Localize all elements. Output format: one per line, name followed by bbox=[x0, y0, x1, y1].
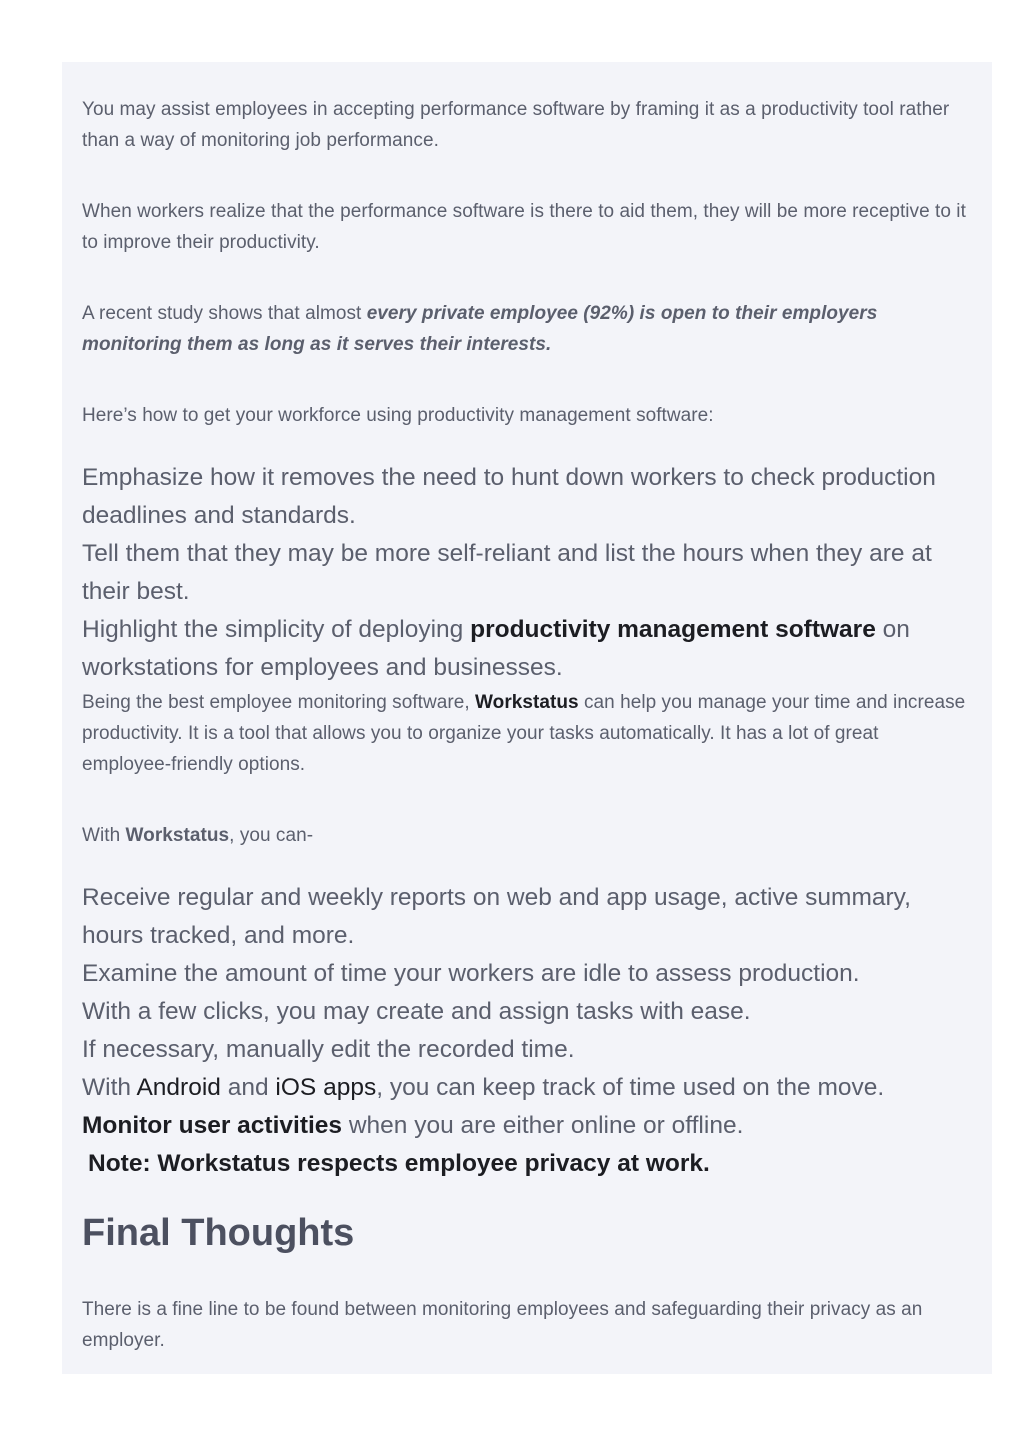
workstatus-link[interactable]: Workstatus bbox=[475, 692, 579, 713]
features-list bbox=[82, 879, 972, 1183]
list-item-suffix: on workstations for employees and businesses. bbox=[82, 616, 910, 681]
list-item: Examine the amount of time your workers are idle to assess production. bbox=[82, 960, 860, 987]
productivity-software-link[interactable]: productivity management software bbox=[470, 616, 876, 643]
list-item: With a few clicks, you may create and assign tasks with ease. bbox=[82, 998, 751, 1025]
paragraph-receptive: When workers realize that the performance software is there to aid them, they will be more receptive to it to improve their productivity. bbox=[82, 201, 966, 253]
paragraph-how-to: Here’s how to get your workforce using productivity management software: bbox=[82, 405, 714, 426]
ios-apps-link[interactable]: iOS apps bbox=[275, 1074, 377, 1101]
list-item: If necessary, manually edit the recorded time. bbox=[82, 1036, 575, 1063]
list-item-and: and bbox=[220, 1074, 276, 1101]
workstatus-suffix: can help you manage your time and increase productivity. It is a tool that allows you to organize your tasks automatically. It has a lot of great employee-friendly options. bbox=[82, 692, 966, 775]
list-item bbox=[82, 611, 972, 687]
android-link[interactable]: Android bbox=[136, 1074, 221, 1101]
list-item-prefix: With bbox=[82, 1074, 137, 1101]
list-item: Emphasize how it removes the need to hunt down workers to check production deadlines and standards. bbox=[82, 464, 936, 529]
study-prefix: A recent study shows that almost bbox=[82, 303, 367, 324]
paragraph-workstatus-intro bbox=[82, 687, 972, 780]
list-item-prefix: Highlight the simplicity of deploying bbox=[82, 616, 471, 643]
with-prefix: With bbox=[82, 825, 126, 846]
list-item bbox=[82, 1107, 972, 1145]
paragraph-with-workstatus bbox=[82, 820, 972, 851]
privacy-note: Note: Workstatus respects employee privacy at work. bbox=[88, 1150, 710, 1177]
article-content bbox=[82, 94, 972, 1396]
list-item bbox=[82, 1069, 972, 1107]
paragraph-productivity-tool: You may assist employees in accepting performance software by framing it as a productivity tool rather than a way of monitoring job performance. bbox=[82, 99, 950, 151]
workstatus-prefix: Being the best employee monitoring software, bbox=[82, 692, 476, 713]
list-item-suffix: , you can keep track of time used on the move. bbox=[376, 1074, 885, 1101]
with-suffix: , you can- bbox=[229, 825, 314, 846]
list-item: Tell them that they may be more self-reliant and list the hours when they are at their best. bbox=[82, 540, 932, 605]
study-emphasis: every private employee (92%) is open to their employers monitoring them as long as it serves their interests. bbox=[82, 303, 878, 355]
final-thoughts-heading: Final Thoughts bbox=[82, 1212, 355, 1254]
monitor-user-activities-link[interactable]: Monitor user activities bbox=[82, 1112, 343, 1139]
list-item-suffix: when you are either online or offline. bbox=[342, 1112, 744, 1139]
list-item: Receive regular and weekly reports on web and app usage, active summary, hours tracked, and more. bbox=[82, 884, 911, 949]
paragraph-final: There is a fine line to be found between monitoring employees and safeguarding their privacy as an employer. bbox=[82, 1299, 923, 1351]
tips-list bbox=[82, 459, 972, 687]
workstatus-brand: Workstatus bbox=[125, 825, 230, 846]
paragraph-study bbox=[82, 298, 972, 360]
